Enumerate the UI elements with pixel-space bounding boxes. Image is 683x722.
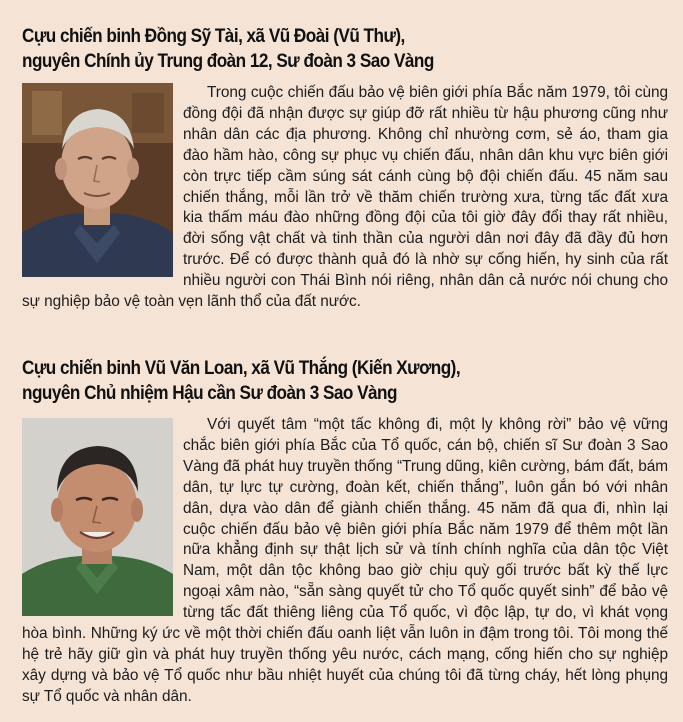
veteran-photo (22, 418, 173, 616)
heading-line-2: nguyên Chính ủy Trung đoàn 12, Sư đoàn 3 Sao Vàng (22, 50, 434, 72)
section-heading (22, 356, 590, 406)
veteran-quote-2 (22, 356, 668, 708)
section-heading (22, 24, 590, 74)
veteran-photo (22, 83, 173, 277)
heading-line-1: Cựu chiến binh Vũ Văn Loan, xã Vũ Thắng (Kiến Xương), (22, 357, 461, 379)
heading-line-1: Cựu chiến binh Đồng Sỹ Tài, xã Vũ Đoài (Vũ Thư), (22, 25, 405, 47)
portrait-illustration (22, 83, 173, 277)
quote-text: Với quyết tâm “một tấc không đi, một ly không rời” bảo vệ vững chắc biên giới phía Bắc của Tổ quốc, cán bộ, chiến sĩ Sư đoàn 3 Sao Vàng đã phát huy truyền thống “Trung dũng, kiên cường, bám đất, bám dân, tự lực tự cường, đoàn kết, chiến thắng”, luôn gắn bó với nhân dân, dựa vào dân để giành chiến thắng. 45 năm đã qua đi, nhìn lại cuộc chiến đấu bảo vệ biên giới phía Bắc năm 1979 để thêm một lần nữa khẳng định sự thật lịch sử và tính chính nghĩa của dân tộc Việt Nam, một dân tộc không bao giờ chịu quỳ gối trước bất kỳ thế lực ngoại xâm nào, “sẵn sàng quyết tử cho Tổ quốc quyết sinh” để bảo vệ từng tấc đất thiêng liêng của Tổ quốc, vì độc lập, tự do, vì khát vọng hòa bình. Những ký ức về một thời chiến đấu oanh liệt vẫn luôn in đậm trong tôi. Tôi mong thế hệ trẻ hãy giữ gìn và phát huy truyền thống yêu nước, cách mạng, cống hiến cho sự nghiệp xây dựng và bảo vệ Tổ quốc như bầu nhiệt huyết của chúng tôi đã từng cháy, hết lòng phụng sự Tổ quốc và nhân dân. (22, 416, 668, 705)
quote-text: Trong cuộc chiến đấu bảo vệ biên giới phía Bắc năm 1979, tôi cùng đồng đội đã nhận được sự giúp đỡ rất nhiều từ hậu phương cũng như nhân dân các địa phương. Không chỉ nhường cơm, sẻ áo, tham gia đào hầm hào, công sự phục vụ chiến đấu, nhân dân khu vực biên giới còn trực tiếp cầm súng sát cánh cùng bộ đội chiến đấu. 45 năm sau chiến thắng, mỗi lần trở về thăm chiến trường xưa, từng tấc đất xưa kia thấm máu đào những đồng đội của tôi giờ đây đổi thay rất nhiều, đời sống vật chất và tinh thần của người dân nơi đây đã đầy đủ hơn trước. Để có được thành quả đó là nhờ sự cống hiến, hy sinh của rất nhiều người con Thái Bình nói riêng, nhân dân cả nước nói chung cho sự nghiệp bảo vệ toàn vẹn lãnh thổ của đất nước. (22, 84, 668, 311)
veteran-quote-1 (22, 24, 668, 313)
portrait-illustration (22, 418, 173, 616)
heading-line-2: nguyên Chủ nhiệm Hậu cần Sư đoàn 3 Sao Vàng (22, 382, 397, 404)
